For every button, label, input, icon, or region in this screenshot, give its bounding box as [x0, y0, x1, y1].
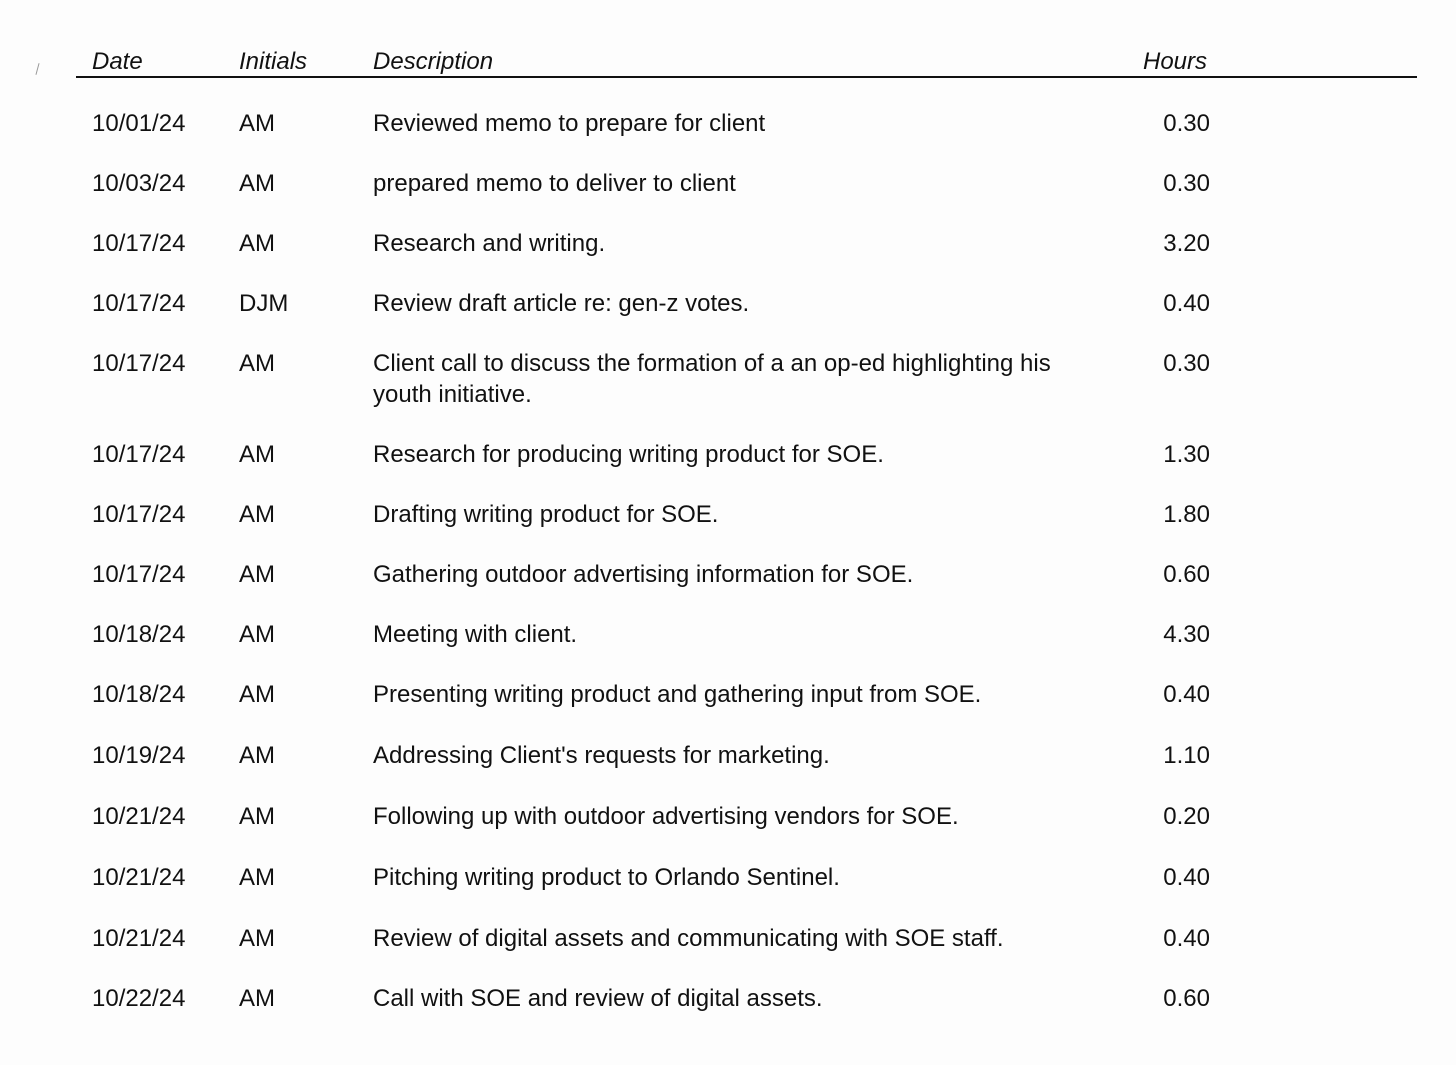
row-initials: AM — [239, 110, 275, 137]
row-initials: AM — [239, 864, 275, 891]
row-hours: 0.30 — [1163, 350, 1210, 377]
row-initials: AM — [239, 925, 275, 952]
row-hours: 0.30 — [1163, 110, 1210, 137]
header-date: Date — [92, 48, 143, 75]
row-description: Gathering outdoor advertising information for SOE. — [373, 561, 914, 588]
table-row — [76, 288, 1417, 348]
row-date: 10/19/24 — [92, 742, 186, 769]
table-row — [76, 228, 1417, 288]
row-initials: DJM — [239, 290, 289, 317]
row-date: 10/22/24 — [92, 985, 186, 1012]
row-description: Addressing Client's requests for marketing. — [373, 742, 830, 769]
row-description: Presenting writing product and gathering input from SOE. — [373, 681, 982, 708]
row-description: Reviewed memo to prepare for client — [373, 110, 766, 137]
row-hours: 1.10 — [1163, 742, 1210, 769]
row-date: 10/03/24 — [92, 170, 186, 197]
row-initials: AM — [239, 230, 275, 257]
row-hours: 0.40 — [1163, 925, 1210, 952]
table-row — [76, 983, 1417, 1043]
row-date: 10/17/24 — [92, 441, 186, 468]
row-description: Client call to discuss the formation of a an op-ed highlighting his youth initiative. — [373, 350, 1051, 408]
table-row — [76, 740, 1417, 800]
row-date: 10/17/24 — [92, 290, 186, 317]
table-row — [76, 348, 1417, 438]
row-hours: 4.30 — [1163, 621, 1210, 648]
row-date: 10/17/24 — [92, 350, 186, 377]
row-date: 10/17/24 — [92, 501, 186, 528]
row-initials: AM — [239, 561, 275, 588]
row-initials: AM — [239, 501, 275, 528]
table-row — [76, 168, 1417, 228]
row-hours: 0.40 — [1163, 681, 1210, 708]
row-hours: 0.60 — [1163, 561, 1210, 588]
row-hours: 0.40 — [1163, 290, 1210, 317]
row-date: 10/01/24 — [92, 110, 186, 137]
row-date: 10/21/24 — [92, 803, 186, 830]
row-description: Meeting with client. — [373, 621, 578, 648]
row-initials: AM — [239, 742, 275, 769]
row-description: Research for producing writing product for SOE. — [373, 441, 884, 468]
header-initials: Initials — [239, 48, 308, 75]
row-date: 10/18/24 — [92, 681, 186, 708]
row-description: Pitching writing product to Orlando Sentinel. — [373, 864, 840, 891]
row-description: Drafting writing product for SOE. — [373, 501, 719, 528]
row-initials: AM — [239, 170, 275, 197]
row-hours: 3.20 — [1163, 230, 1210, 257]
table-header — [76, 44, 1417, 78]
row-description: Review of digital assets and communicating with SOE staff. — [373, 925, 1004, 952]
table-row — [76, 801, 1417, 861]
row-date: 10/21/24 — [92, 864, 186, 891]
row-initials: AM — [239, 803, 275, 830]
table-row — [76, 923, 1417, 983]
table-row — [76, 108, 1417, 168]
row-date: 10/17/24 — [92, 230, 186, 257]
row-hours: 0.30 — [1163, 170, 1210, 197]
row-initials: AM — [239, 985, 275, 1012]
row-description: Research and writing. — [373, 230, 606, 257]
row-date: 10/21/24 — [92, 925, 186, 952]
row-hours: 0.40 — [1163, 864, 1210, 891]
row-hours: 1.30 — [1163, 441, 1210, 468]
row-date: 10/17/24 — [92, 561, 186, 588]
row-initials: AM — [239, 441, 275, 468]
row-description: Following up with outdoor advertising vendors for SOE. — [373, 803, 959, 830]
row-initials: AM — [239, 681, 275, 708]
table-row — [76, 439, 1417, 499]
row-hours: 0.20 — [1163, 803, 1210, 830]
table-row — [76, 619, 1417, 679]
row-date: 10/18/24 — [92, 621, 186, 648]
table-row — [76, 559, 1417, 619]
row-hours: 0.60 — [1163, 985, 1210, 1012]
table-row — [76, 499, 1417, 559]
row-initials: AM — [239, 350, 275, 377]
row-initials: AM — [239, 621, 275, 648]
table-row — [76, 862, 1417, 922]
row-description: Call with SOE and review of digital assets. — [373, 985, 823, 1012]
row-hours: 1.80 — [1163, 501, 1210, 528]
header-hours: Hours — [1143, 48, 1208, 75]
stray-mark — [35, 63, 39, 75]
table-row — [76, 679, 1417, 739]
row-description: prepared memo to deliver to client — [373, 170, 736, 197]
row-description: Review draft article re: gen-z votes. — [373, 290, 750, 317]
header-description: Description — [373, 48, 494, 75]
